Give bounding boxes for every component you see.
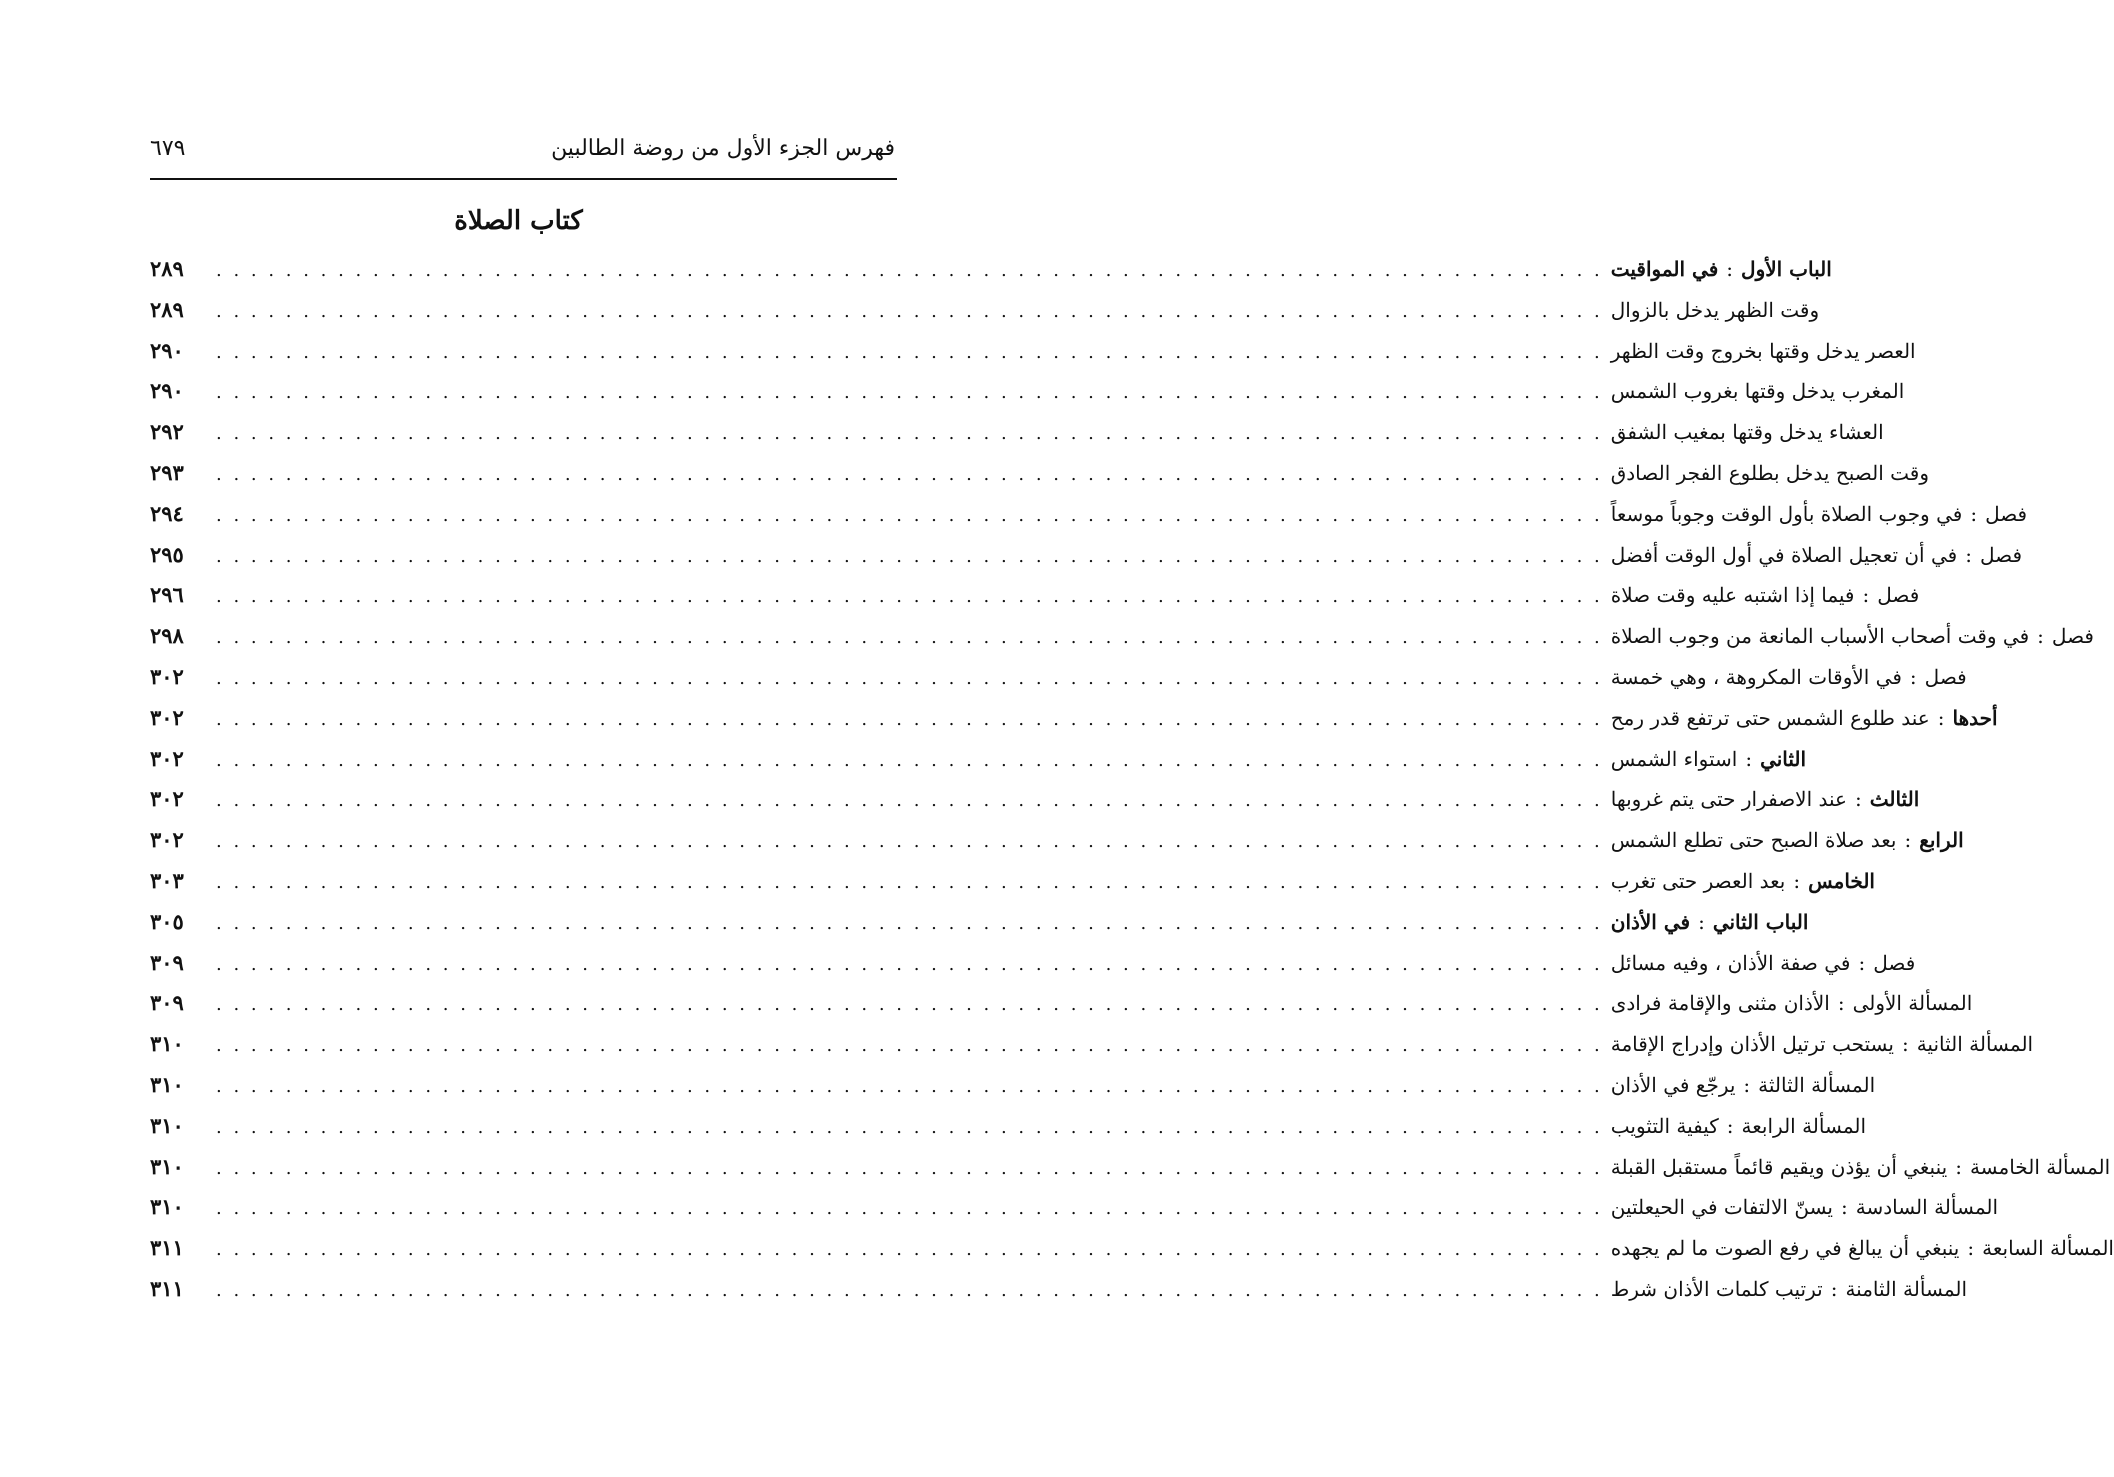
toc-entry [150,337,1916,374]
toc-page-number: ٣١٠ [150,1112,184,1138]
toc-entry [150,786,1920,822]
toc-entry [150,949,1916,986]
toc-entry-description: يرجّع في الأذان [1610,1073,1736,1097]
toc-entry-description: عند الاصفرار حتى يتم غروبها [1610,787,1847,812]
toc-entry-label: المسألة الخامسة [1969,1154,2111,1179]
toc-page-number: ٣١٠ [150,1153,184,1179]
toc-entry-text [1611,787,1920,811]
toc-entry-label: المسألة الثامنة [1845,1277,1968,1301]
toc-entry-description: فيما إذا اشتبه عليه وقت صلاة [1610,583,1855,608]
toc-entry-label: الثاني [1760,746,1807,771]
dot-leader: . . . . . . . . . . . . . . . . . . . . . . . . . . . . . . . . . . . . . . . . . . . . . . . . . . . . . . . . . . . . . . . . . . . . . . . . . . . . . . . . [216,708,1603,730]
toc-entry-label: فصل [1873,950,1916,975]
toc-page-number: ٣٠٢ [150,664,184,689]
toc-page-number: ٢٩٣ [150,460,184,485]
dot-leader: . . . . . . . . . . . . . . . . . . . . . . . . . . . . . . . . . . . . . . . . . . . . . . . . . . . . . . . . . . . . . . . . . . . . . . . . . . . . . . . . [216,790,1603,812]
toc-entry-text [1611,1114,1866,1138]
toc-entry-label: الخامس [1808,869,1875,893]
toc-entry-separator: : [1955,1154,1962,1179]
toc-entry-separator: : [1904,828,1912,853]
toc-entry-description: بعد صلاة الصبح حتى تطلع الشمس [1610,828,1897,853]
toc-entry-separator: : [1830,1277,1838,1301]
toc-page-number: ٣٠٢ [150,786,184,812]
header-rule [150,178,897,180]
toc-entry-label: المسألة الرابعة [1741,1113,1867,1138]
toc-page-number: ٣٠٩ [150,949,184,975]
toc-entry-description: في الأذان [1610,909,1691,934]
toc-entry-text [1611,869,1875,893]
toc-entry [150,419,1884,455]
dot-leader: . . . . . . . . . . . . . . . . . . . . . . . . . . . . . . . . . . . . . . . . . . . . . . . . . . . . . . . . . . . . . . . . . . . . . . . . . . . . . . . . [216,1116,1603,1138]
toc-entry-text [1611,828,1964,852]
toc-entry-description: في أن تعجيل الصلاة في أول الوقت أفضل [1610,542,1958,567]
toc-entry [150,582,1920,618]
toc-entry-text [1611,257,1832,281]
toc-entry [150,296,1820,333]
page-number: ٦٧٩ [150,136,186,161]
toc-entry-label: الثالث [1869,787,1920,812]
toc-page-number: ٣٠٩ [150,990,184,1016]
toc-entry [150,1235,2114,1271]
toc-entry-description: عند طلوع الشمس حتى ترتفع قدر رمح [1610,705,1930,730]
toc-entry-label: الباب الثاني [1712,909,1809,934]
toc-page-number: ٢٩٨ [150,623,184,649]
toc-entry [150,623,2094,659]
toc-page-number: ٢٩٠ [150,337,184,363]
toc-page-number: ٢٩٦ [150,582,184,608]
toc-entry-text [1611,624,2094,648]
dot-leader: . . . . . . . . . . . . . . . . . . . . . . . . . . . . . . . . . . . . . . . . . . . . . . . . . . . . . . . . . . . . . . . . . . . . . . . . . . . . . . . . [216,423,1603,445]
toc-entry-label: الرابع [1919,828,1964,853]
toc-entry [150,1194,1999,1230]
toc-page-number: ٣٠٢ [150,704,184,730]
toc-page-number: ٣١٠ [150,1031,184,1057]
toc-entry [150,704,1998,741]
toc-entry-text [1611,543,2022,567]
toc-entry-text [1611,1277,1967,1301]
toc-entry-description: العشاء يدخل وقتها بمغيب الشفق [1610,420,1884,445]
toc-entry-description: ينبغي أن يؤذن ويقيم قائماً مستقبل القبلة [1610,1154,1948,1179]
toc-entry-separator: : [1698,909,1705,934]
toc-entry-separator: : [1937,705,1945,730]
toc-entry-label: فصل [1877,583,1920,608]
toc-entry-separator: : [1840,1195,1848,1220]
section-title: كتاب الصلاة [454,206,583,236]
toc-entry-description: يسنّ الالتفات في الحيعلتين [1610,1195,1833,1220]
toc-entry-separator: : [1901,1032,1909,1057]
toc-entry-text [1611,1155,2110,1179]
toc-page-number: ٣٠٢ [150,827,184,853]
dot-leader: . . . . . . . . . . . . . . . . . . . . . . . . . . . . . . . . . . . . . . . . . . . . . . . . . . . . . . . . . . . . . . . . . . . . . . . . . . . . . . . . [216,300,1603,322]
toc-entry-separator: : [1862,583,1870,608]
toc-entry-description: استواء الشمس [1610,746,1738,771]
toc-page-number: ٣٠٣ [150,868,184,893]
toc-entry-separator: : [1970,501,1978,526]
toc-entry-label: فصل [1979,542,2023,567]
toc-entry-separator: : [1909,665,1917,689]
toc-entry-description: الأذان مثنى والإقامة فرادى [1610,991,1830,1016]
toc-entry-description: المغرب يدخل وقتها بغروب الشمس [1610,379,1905,404]
toc-page-number: ٣١١ [150,1235,184,1261]
toc-page-number: ٢٨٩ [150,256,184,281]
toc-entry-separator: : [1858,950,1866,975]
toc-page-number: ٣١٠ [150,1072,184,1097]
toc-page-number: ٣٠٥ [150,908,184,934]
toc-entry [150,256,1832,292]
dot-leader: . . . . . . . . . . . . . . . . . . . . . . . . . . . . . . . . . . . . . . . . . . . . . . . . . . . . . . . . . . . . . . . . . . . . . . . . . . . . . . . . [216,464,1603,485]
dot-leader: . . . . . . . . . . . . . . . . . . . . . . . . . . . . . . . . . . . . . . . . . . . . . . . . . . . . . . . . . . . . . . . . . . . . . . . . . . . . . . . . [216,1076,1603,1097]
toc-entry-text [1611,339,1916,363]
dot-leader: . . . . . . . . . . . . . . . . . . . . . . . . . . . . . . . . . . . . . . . . . . . . . . . . . . . . . . . . . . . . . . . . . . . . . . . . . . . . . . . . [216,382,1603,404]
toc-entry [150,990,1973,1026]
dot-leader: . . . . . . . . . . . . . . . . . . . . . . . . . . . . . . . . . . . . . . . . . . . . . . . . . . . . . . . . . . . . . . . . . . . . . . . . . . . . . . . . [216,749,1603,771]
toc-entry-label: المسألة الثالثة [1758,1073,1876,1097]
dot-leader: . . . . . . . . . . . . . . . . . . . . . . . . . . . . . . . . . . . . . . . . . . . . . . . . . . . . . . . . . . . . . . . . . . . . . . . . . . . . . . . . [216,1035,1603,1057]
toc-page-number: ٢٩٥ [150,541,184,567]
toc-page-number: ٢٩٠ [150,378,184,404]
toc-entry-description: وقت الصبح يدخل بطلوع الفجر الصادق [1610,461,1929,485]
running-title: فهرس الجزء الأول من روضة الطالبين [551,136,895,161]
toc-entry-label: المسألة الأولى [1852,991,1973,1016]
toc-entry-separator: : [1726,1113,1734,1138]
toc-entry-separator: : [1745,746,1753,771]
toc-entry [150,460,1929,496]
toc-entry-description: في وجوب الصلاة بأول الوقت وجوباً موسعاً [1610,501,1963,526]
dot-leader: . . . . . . . . . . . . . . . . . . . . . . . . . . . . . . . . . . . . . . . . . . . . . . . . . . . . . . . . . . . . . . . . . . . . . . . . . . . . . . . . [216,872,1603,893]
dot-leader: . . . . . . . . . . . . . . . . . . . . . . . . . . . . . . . . . . . . . . . . . . . . . . . . . . . . . . . . . . . . . . . . . . . . . . . . . . . . . . . . [216,1239,1603,1261]
toc-entry-label: المسألة السابعة [1982,1236,2114,1261]
toc-entry-description: في صفة الأذان ، وفيه مسائل [1610,950,1851,975]
toc-entry-text [1611,1195,1998,1219]
toc-entry-separator: : [1793,869,1801,893]
dot-leader: . . . . . . . . . . . . . . . . . . . . . . . . . . . . . . . . . . . . . . . . . . . . . . . . . . . . . . . . . . . . . . . . . . . . . . . . . . . . . . . . [216,341,1603,363]
toc-entry-label: المسألة الثانية [1916,1032,2034,1057]
toc-entry-text [1611,1032,2033,1056]
toc-entry-text [1611,706,1998,730]
toc-page-number: ٣٠٢ [150,745,184,771]
toc-entry [150,1072,1876,1108]
toc-entry [150,908,1809,945]
dot-leader: . . . . . . . . . . . . . . . . . . . . . . . . . . . . . . . . . . . . . . . . . . . . . . . . . . . . . . . . . . . . . . . . . . . . . . . . . . . . . . . . [216,1157,1603,1179]
toc-entry-description: كيفية التثويب [1610,1113,1719,1138]
toc-entry-text [1611,420,1884,444]
toc-entry-label: فصل [1985,501,2028,526]
toc-entry-separator: : [1837,991,1845,1016]
toc-entry [150,1276,1968,1312]
toc-page-number: ٣١١ [150,1276,184,1301]
dot-leader: . . . . . . . . . . . . . . . . . . . . . . . . . . . . . . . . . . . . . . . . . . . . . . . . . . . . . . . . . . . . . . . . . . . . . . . . . . . . . . . . [216,1280,1603,1301]
toc-entry-description: بعد العصر حتى تغرب [1610,869,1786,893]
toc-entry-description: وقت الظهر يدخل بالزوال [1610,297,1820,322]
toc-entry-description: العصر يدخل وقتها بخروج وقت الظهر [1610,338,1916,363]
toc-entry [150,827,1964,863]
toc-entry-text [1611,951,1916,975]
toc-entry-text [1611,991,1973,1015]
toc-entry-label: أحدها [1952,705,1998,730]
toc-entry [150,541,2023,578]
toc-entry-text [1611,583,1920,607]
toc-entry-separator: : [1743,1073,1751,1097]
toc-entry-text [1611,379,1905,403]
toc-entry-description: في الأوقات المكروهة ، وهي خمسة [1610,665,1902,689]
toc-entry-label: الباب الأول [1741,257,1832,281]
page-header [150,136,895,176]
toc-entry-label: فصل [2051,624,2094,649]
toc-entry-description: يستحب ترتيل الأذان وإدراج الإقامة [1610,1032,1894,1057]
toc-entry-separator: : [1726,257,1734,281]
toc-entry-separator: : [1967,1236,1975,1261]
dot-leader: . . . . . . . . . . . . . . . . . . . . . . . . . . . . . . . . . . . . . . . . . . . . . . . . . . . . . . . . . . . . . . . . . . . . . . . . . . . . . . . . [216,953,1603,975]
toc-entry-text [1611,461,1929,485]
toc-entry-text [1611,502,2027,526]
toc-entry [150,378,1905,414]
dot-leader: . . . . . . . . . . . . . . . . . . . . . . . . . . . . . . . . . . . . . . . . . . . . . . . . . . . . . . . . . . . . . . . . . . . . . . . . . . . . . . . . [216,912,1603,934]
toc-entry-separator: : [1854,787,1862,812]
toc-entry [150,500,2028,537]
toc-entry-separator: : [2037,624,2044,649]
dot-leader: . . . . . . . . . . . . . . . . . . . . . . . . . . . . . . . . . . . . . . . . . . . . . . . . . . . . . . . . . . . . . . . . . . . . . . . . . . . . . . . . [216,260,1603,281]
dot-leader: . . . . . . . . . . . . . . . . . . . . . . . . . . . . . . . . . . . . . . . . . . . . . . . . . . . . . . . . . . . . . . . . . . . . . . . . . . . . . . . . [216,831,1603,853]
toc-page-number: ٢٩٢ [150,419,184,445]
toc-entry-description: في المواقيت [1610,257,1719,281]
toc-entry-text [1611,747,1806,771]
dot-leader: . . . . . . . . . . . . . . . . . . . . . . . . . . . . . . . . . . . . . . . . . . . . . . . . . . . . . . . . . . . . . . . . . . . . . . . . . . . . . . . . [216,668,1603,689]
toc-entry-text [1611,1236,2114,1260]
dot-leader: . . . . . . . . . . . . . . . . . . . . . . . . . . . . . . . . . . . . . . . . . . . . . . . . . . . . . . . . . . . . . . . . . . . . . . . . . . . . . . . . [216,994,1603,1016]
toc-entry [150,1031,2034,1067]
toc-entry [150,1112,1867,1149]
dot-leader: . . . . . . . . . . . . . . . . . . . . . . . . . . . . . . . . . . . . . . . . . . . . . . . . . . . . . . . . . . . . . . . . . . . . . . . . . . . . . . . . [216,545,1603,567]
toc-entry-separator: : [1965,542,1972,567]
toc-entry-text [1611,1073,1875,1097]
toc-page-number: ٢٩٤ [150,500,184,526]
toc-entry [150,664,1967,700]
toc-entry-description: ترتيب كلمات الأذان شرط [1610,1277,1823,1301]
dot-leader: . . . . . . . . . . . . . . . . . . . . . . . . . . . . . . . . . . . . . . . . . . . . . . . . . . . . . . . . . . . . . . . . . . . . . . . . . . . . . . . . [216,504,1603,526]
toc-page-number: ٢٨٩ [150,296,184,322]
toc-entry-text [1611,910,1809,934]
toc-entry-text [1611,665,1967,689]
toc-entry-text [1611,298,1819,322]
dot-leader: . . . . . . . . . . . . . . . . . . . . . . . . . . . . . . . . . . . . . . . . . . . . . . . . . . . . . . . . . . . . . . . . . . . . . . . . . . . . . . . . [216,586,1603,608]
toc-page-number: ٣١٠ [150,1194,184,1220]
toc-entry-label: المسألة السادسة [1855,1195,1999,1220]
toc-entry-description: في وقت أصحاب الأسباب المانعة من وجوب الصلاة [1610,624,2030,649]
toc-entry [150,1153,2111,1190]
toc-entry [150,745,1807,782]
dot-leader: . . . . . . . . . . . . . . . . . . . . . . . . . . . . . . . . . . . . . . . . . . . . . . . . . . . . . . . . . . . . . . . . . . . . . . . . . . . . . . . . [216,627,1603,649]
toc-entry-description: ينبغي أن يبالغ في رفع الصوت ما لم يجهده [1610,1236,1960,1261]
toc-entry [150,868,1875,904]
toc-entry-label: فصل [1924,665,1967,689]
dot-leader: . . . . . . . . . . . . . . . . . . . . . . . . . . . . . . . . . . . . . . . . . . . . . . . . . . . . . . . . . . . . . . . . . . . . . . . . . . . . . . . . [216,1198,1603,1220]
